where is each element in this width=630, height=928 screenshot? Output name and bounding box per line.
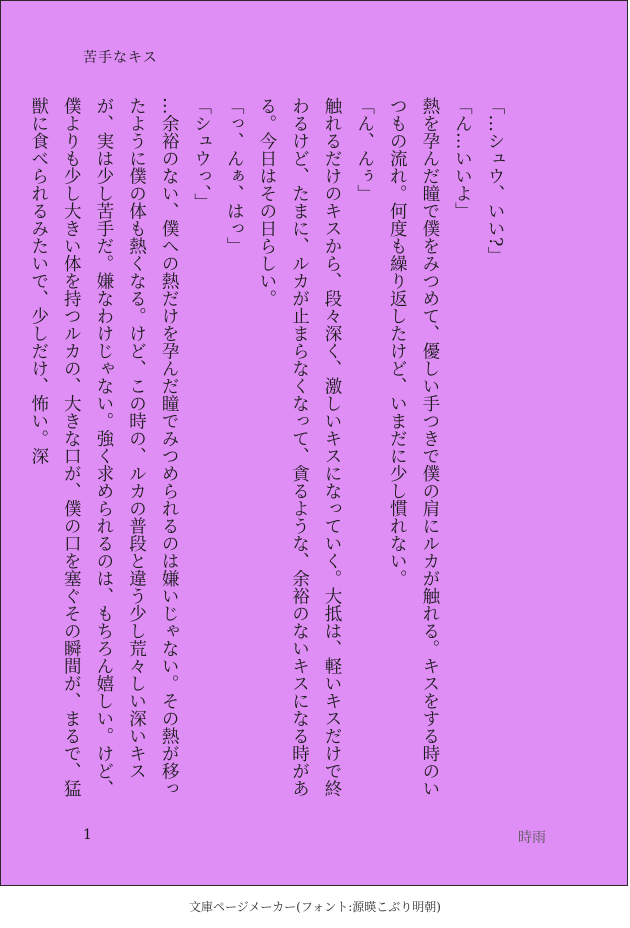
paragraph: …余裕のない、僕への熱だけを孕んだ瞳でみつめられるのは嫌いじゃない。その熱が移ったように僕の体も熱くなる。けど、この時の、ルカの普段と違う少し荒々しい深いキスが、実は少し苦手だ。嫌なわけじゃない。強く求められるのは、もちろん嬉しい。けど、僕よりも少し大きい体を持つルカの、大きな口が、僕の口を塞ぐその瞬間が、まるで、猛獣に食べられるみたいで、少しだけ、怖い。深 — [28, 97, 180, 797]
footer-credit: 文庫ページメーカー(フォント:源暎こぶり明朝) — [189, 900, 441, 914]
paragraph: 「っ、んぁ、はっ」 — [224, 97, 245, 255]
paragraph: 触れるだけのキスから、段々深く、激しいキスになっていく。大抵は、軽いキスだけで終わるけど、たまに、ルカが止まらなくなって、貪るような、余裕のないキスになる時がある。今日はその日らしい。 — [256, 97, 343, 797]
author-name: 時雨 — [518, 830, 546, 846]
paragraph: 「ん…いいよ」 — [452, 97, 473, 220]
paragraph: 「…シュウ、いい?」 — [485, 97, 505, 264]
page-number: 1 — [83, 827, 92, 843]
paragraph: 「シュウっ、」 — [191, 97, 212, 211]
paragraph: 「ん、んぅ」 — [354, 97, 375, 202]
story-title: 苦手なキス — [83, 50, 158, 66]
vertical-body-text — [28, 97, 511, 797]
paragraph: 熱を孕んだ瞳で僕をみつめて、優しい手つきで僕の肩にルカが触れる。キスをする時のいつもの流れ。何度も繰り返したけど、いまだに少し慣れない。 — [387, 97, 440, 797]
